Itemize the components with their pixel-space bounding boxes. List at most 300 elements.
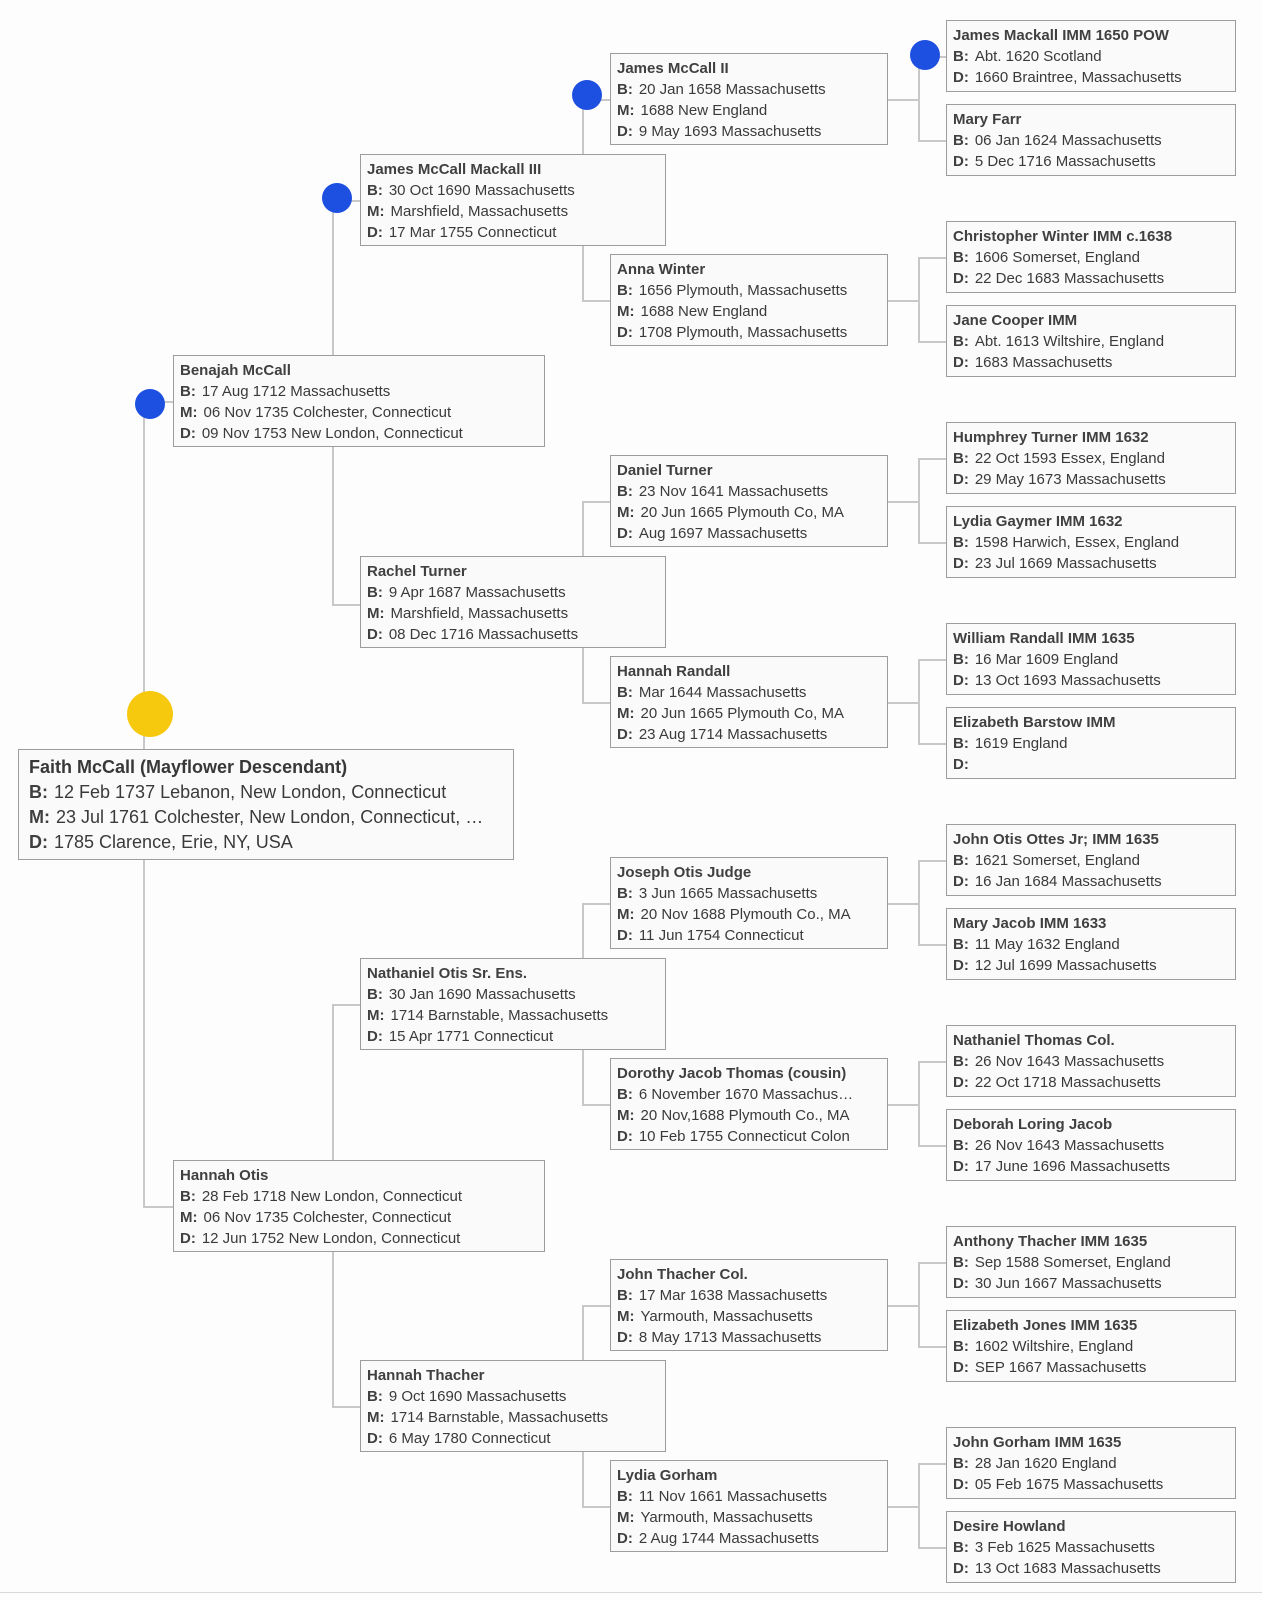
person-card-anna[interactable] [610,254,888,346]
person-card-benajah[interactable] [173,355,545,447]
connector-james3-mother [582,300,610,302]
detail-value: 1602 Wiltshire, England [974,1338,1134,1355]
person-name: Dorothy Jacob Thomas (cousin) [617,1065,847,1082]
detail-label: M: [617,504,635,521]
detail-label: D: [953,1359,969,1376]
detail-value: 9 Oct 1690 Massachusetts [388,1388,567,1405]
detail-label: D: [953,957,969,974]
direct-line-marker-james2 [572,80,602,110]
detail-value: 06 Nov 1735 Colchester, Connecticut [203,404,452,421]
person-card-dorothy[interactable] [610,1058,888,1150]
connector-gen4-father [918,1463,946,1465]
person-detail-row [953,955,1229,976]
detail-label: B: [617,282,633,299]
detail-value: 23 Aug 1714 Massachusetts [638,726,828,743]
detail-label: D: [617,324,633,341]
detail-label: D: [953,672,969,689]
connector-gen4-stem [888,903,920,905]
person-detail-row [953,871,1229,892]
detail-label: D: [953,270,969,287]
connector-gen4-mother [918,1346,946,1348]
detail-label: D: [953,1158,969,1175]
person-name: Humphrey Turner IMM 1632 [953,429,1149,446]
person-card-lydia-gaymer[interactable] [946,506,1236,578]
connector-gen4-trunk [918,659,920,745]
detail-value: 1598 Harwich, Essex, England [974,534,1180,551]
connector-gen4-stem [888,501,920,503]
person-card-hannah-randall[interactable] [610,656,888,748]
connector-to-rachel [332,604,360,606]
person-detail-row [953,151,1229,172]
person-detail-row [617,883,881,904]
detail-label: D: [953,153,969,170]
detail-label: D: [953,354,969,371]
person-detail-row [617,121,881,142]
person-name: Deborah Loring Jacob [953,1116,1113,1133]
person-detail-row [953,1051,1229,1072]
direct-line-marker-benajah [135,389,165,419]
detail-value: Abt. 1613 Wiltshire, England [974,333,1165,350]
person-card-james3[interactable] [360,154,666,246]
detail-label: B: [180,1188,196,1205]
detail-value: 29 May 1673 Massachusetts [974,471,1166,488]
connector-rachel-mother [582,702,610,704]
person-name: Joseph Otis Judge [617,864,752,881]
detail-label: D: [367,224,383,241]
detail-label: B: [953,48,969,65]
person-name: Rachel Turner [367,563,467,580]
detail-value: 09 Nov 1753 New London, Connecticut [201,425,463,442]
detail-value: 5 Dec 1716 Massachusetts [974,153,1156,170]
detail-label: M: [180,404,198,421]
person-name: Desire Howland [953,1518,1066,1535]
person-name: Lydia Gorham [617,1467,718,1484]
person-detail-row [617,100,881,121]
person-name: Christopher Winter IMM c.1638 [953,228,1173,245]
person-detail-row [953,1273,1229,1294]
person-detail-row [367,624,659,645]
person-detail-row [367,582,659,603]
detail-value: Yarmouth, Massachusetts [640,1308,813,1325]
person-card-john-otis[interactable] [946,824,1236,896]
detail-value: 11 May 1632 England [974,936,1120,953]
detail-label: D: [953,1275,969,1292]
connector-gen4-mother [918,944,946,946]
connector-gen4-mother [918,1547,946,1549]
detail-value: 1656 Plymouth, Massachusetts [638,282,848,299]
detail-label: D: [617,525,633,542]
detail-label: M: [367,605,385,622]
detail-label: D: [617,1128,633,1145]
person-detail-row [953,1252,1229,1273]
person-detail-row [29,780,503,805]
connector-gen4-trunk [918,458,920,544]
connector-hannah-thacher-father [582,1305,610,1307]
person-detail-row [29,805,503,830]
detail-label: M: [367,203,385,220]
detail-label: B: [953,333,969,350]
person-detail-row [953,850,1229,871]
detail-value: 05 Feb 1675 Massachusetts [974,1476,1164,1493]
detail-value: 9 Apr 1687 Massachusetts [388,584,566,601]
connector-gen4-trunk [918,257,920,343]
detail-value: 20 Nov,1688 Plymouth Co., MA [640,1107,850,1124]
detail-label: D: [953,1560,969,1577]
detail-value: 12 Feb 1737 Lebanon, New London, Connecticut [54,782,447,802]
person-name: Mary Farr [953,111,1022,128]
detail-value: Marshfield, Massachusetts [390,203,569,220]
person-detail-row [953,469,1229,490]
detail-label: B: [29,782,48,802]
detail-value: 22 Oct 1593 Essex, England [974,450,1165,467]
person-detail-row [953,1357,1229,1378]
person-card-jane[interactable] [946,305,1236,377]
detail-value: 1606 Somerset, England [974,249,1140,266]
person-card-james2[interactable] [610,53,888,145]
detail-label: M: [180,1209,198,1226]
detail-value: 8 May 1713 Massachusetts [638,1329,822,1346]
detail-label: B: [953,1539,969,1556]
detail-value: Sep 1588 Somerset, England [974,1254,1171,1271]
detail-label: B: [953,1455,969,1472]
detail-value: 22 Oct 1718 Massachusetts [974,1074,1161,1091]
detail-label: D: [953,69,969,86]
person-detail-row [953,649,1229,670]
person-detail-row [953,1336,1229,1357]
detail-value: 28 Feb 1718 New London, Connecticut [201,1188,463,1205]
person-detail-row [953,1072,1229,1093]
detail-label: D: [617,1530,633,1547]
detail-label: B: [953,1338,969,1355]
person-detail-row [617,904,881,925]
detail-value: 16 Mar 1609 England [974,651,1119,668]
person-name: Anthony Thacher IMM 1635 [953,1233,1148,1250]
detail-label: B: [617,1287,633,1304]
detail-value: 1708 Plymouth, Massachusetts [638,324,848,341]
person-card-deborah[interactable] [946,1109,1236,1181]
connector-gen4-father [918,1061,946,1063]
connector-gen4-mother [918,341,946,343]
detail-label: B: [953,936,969,953]
person-name: Hannah Randall [617,663,731,680]
detail-value: 26 Nov 1643 Massachusetts [974,1053,1165,1070]
connector-gen4-father [918,659,946,661]
person-card-anthony[interactable] [946,1226,1236,1298]
person-card-desire[interactable] [946,1511,1236,1583]
detail-label: M: [617,303,635,320]
person-card-hannah-otis[interactable] [173,1160,545,1252]
detail-label: B: [617,885,633,902]
detail-value: 1660 Braintree, Massachusetts [974,69,1182,86]
detail-value: 28 Jan 1620 England [974,1455,1117,1472]
detail-label: B: [953,450,969,467]
detail-value: 3 Feb 1625 Massachusetts [974,1539,1155,1556]
person-detail-row [180,1186,538,1207]
person-detail-row [953,46,1229,67]
detail-value: 6 November 1670 Massachus… [638,1086,854,1103]
person-detail-row [953,733,1229,754]
connector-gen4-mother [918,743,946,745]
person-detail-row [953,934,1229,955]
detail-value: 11 Jun 1754 Connecticut [638,927,804,944]
person-detail-row [617,1306,881,1327]
person-detail-row [953,1135,1229,1156]
connector-nathaniel-otis-father [582,903,610,905]
person-detail-row [953,1156,1229,1177]
person-detail-row [953,754,1229,775]
detail-value: 17 June 1696 Massachusetts [974,1158,1170,1175]
person-card-mary-farr[interactable] [946,104,1236,176]
detail-label: D: [617,123,633,140]
person-detail-row [367,1428,659,1449]
person-card-joseph[interactable] [610,857,888,949]
detail-value: 1714 Barnstable, Massachusetts [390,1409,609,1426]
person-detail-row [617,280,881,301]
detail-value: 1688 New England [640,102,768,119]
person-detail-row [953,67,1229,88]
detail-value: 1619 England [974,735,1068,752]
detail-label: D: [367,1028,383,1045]
connector-gen4-mother [918,140,946,142]
connector-gen4-trunk [918,860,920,946]
page-bottom-rule [0,1592,1262,1593]
detail-label: D: [29,832,48,852]
person-detail-row [953,448,1229,469]
detail-label: D: [367,626,383,643]
detail-value: 17 Mar 1638 Massachusetts [638,1287,828,1304]
person-name: James McCall Mackall III [367,161,542,178]
person-card-faith[interactable] [18,749,514,860]
person-detail-row [953,553,1229,574]
person-card-william[interactable] [946,623,1236,695]
detail-value: 17 Aug 1712 Massachusetts [201,383,391,400]
person-name: Benajah McCall [180,362,291,379]
detail-label: B: [617,81,633,98]
detail-label: D: [953,873,969,890]
person-detail-row [953,130,1229,151]
person-name: John Otis Ottes Jr; IMM 1635 [953,831,1159,848]
person-name: Faith McCall (Mayflower Descendant) [29,757,348,777]
person-card-john-thacher[interactable] [610,1259,888,1351]
person-name: Jane Cooper IMM [953,312,1078,329]
detail-value: 1683 Massachusetts [974,354,1113,371]
person-detail-row [367,1005,659,1026]
person-detail-row [617,925,881,946]
detail-value: 30 Oct 1690 Massachusetts [388,182,575,199]
detail-value: 30 Jun 1667 Massachusetts [974,1275,1162,1292]
detail-label: B: [953,534,969,551]
person-card-nathaniel-thomas[interactable] [946,1025,1236,1097]
detail-label: B: [617,1086,633,1103]
detail-value: 10 Feb 1755 Connecticut Colon [638,1128,850,1145]
detail-value: 15 Apr 1771 Connecticut [388,1028,554,1045]
detail-value: 16 Jan 1684 Massachusetts [974,873,1162,890]
person-card-nathaniel-otis[interactable] [360,958,666,1050]
detail-label: M: [617,1509,635,1526]
connector-gen4-mother [918,1145,946,1147]
person-card-humphrey[interactable] [946,422,1236,494]
detail-value: 6 May 1780 Connecticut [388,1430,551,1447]
connector-gen4-trunk [918,1262,920,1348]
person-name: Daniel Turner [617,462,713,479]
person-name: James Mackall IMM 1650 POW [953,27,1169,44]
person-detail-row [617,724,881,745]
person-card-james1[interactable] [946,20,1236,92]
person-card-john-gorham[interactable] [946,1427,1236,1499]
person-card-hannah-thacher[interactable] [360,1360,666,1452]
person-detail-row [617,523,881,544]
person-name: William Randall IMM 1635 [953,630,1135,647]
connector-gen4-stem [888,99,920,101]
person-detail-row [617,1528,881,1549]
person-card-elizabeth-barstow[interactable] [946,707,1236,779]
person-detail-row [180,381,538,402]
detail-value: 23 Jul 1761 Colchester, New London, Connecticut, … [56,807,484,827]
detail-label: B: [617,483,633,500]
person-detail-row [367,1407,659,1428]
detail-label: D: [180,425,196,442]
person-detail-row [367,222,659,243]
person-card-daniel[interactable] [610,455,888,547]
person-detail-row [617,703,881,724]
detail-value: 3 Jun 1665 Massachusetts [638,885,818,902]
detail-value: 22 Dec 1683 Massachusetts [974,270,1165,287]
person-detail-row [617,502,881,523]
detail-label: D: [953,1074,969,1091]
person-card-christopher[interactable] [946,221,1236,293]
detail-label: M: [617,1107,635,1124]
detail-label: B: [617,1488,633,1505]
person-detail-row [367,1026,659,1047]
person-detail-row [953,1474,1229,1495]
detail-label: B: [367,1388,383,1405]
connector-to-hannah-thacher [332,1406,360,1408]
detail-value: Marshfield, Massachusetts [390,605,569,622]
detail-label: M: [617,705,635,722]
person-detail-row [953,670,1229,691]
detail-value: 1714 Barnstable, Massachusetts [390,1007,609,1024]
detail-label: B: [953,651,969,668]
person-detail-row [617,322,881,343]
person-detail-row [180,423,538,444]
detail-value: Mar 1644 Massachusetts [638,684,807,701]
connector-gen4-trunk [918,1463,920,1549]
direct-line-marker-james1 [910,40,940,70]
person-name: Elizabeth Barstow IMM [953,714,1116,731]
connector-gen4-stem [888,1305,920,1307]
detail-label: D: [953,1476,969,1493]
detail-label: B: [953,735,969,752]
person-detail-row [953,247,1229,268]
detail-label: B: [953,1137,969,1154]
person-detail-row [617,1105,881,1126]
detail-label: M: [617,906,635,923]
detail-label: B: [953,1053,969,1070]
person-card-elizabeth-jones[interactable] [946,1310,1236,1382]
person-detail-row [29,830,503,855]
connector-gen4-trunk [918,1061,920,1147]
detail-label: D: [617,927,633,944]
connector-gen4-father [918,257,946,259]
person-detail-row [180,402,538,423]
person-detail-row [953,352,1229,373]
connector-gen4-stem [888,1104,920,1106]
detail-value: 9 May 1693 Massachusetts [638,123,822,140]
person-detail-row [180,1228,538,1249]
detail-label: D: [953,756,969,773]
detail-value: 13 Oct 1683 Massachusetts [974,1560,1161,1577]
detail-label: B: [953,1254,969,1271]
detail-label: M: [29,807,50,827]
person-detail-row [953,268,1229,289]
detail-label: B: [617,684,633,701]
detail-value: Aug 1697 Massachusetts [638,525,808,542]
detail-label: B: [180,383,196,400]
person-name: Anna Winter [617,261,706,278]
detail-value: 1688 New England [640,303,768,320]
person-detail-row [367,603,659,624]
detail-label: B: [953,249,969,266]
person-detail-row [617,1126,881,1147]
detail-value: 12 Jun 1752 New London, Connecticut [201,1230,461,1247]
person-name: Nathaniel Otis Sr. Ens. [367,965,528,982]
detail-label: D: [617,1329,633,1346]
connector-gen4-father [918,860,946,862]
person-detail-row [953,1537,1229,1558]
detail-label: M: [367,1409,385,1426]
connector-to-nathaniel-otis [332,1004,360,1006]
detail-value: 20 Jun 1665 Plymouth Co, MA [640,705,844,722]
detail-value: 2 Aug 1744 Massachusetts [638,1530,819,1547]
connector-gen4-father [918,458,946,460]
person-detail-row [617,301,881,322]
person-name: John Thacher Col. [617,1266,748,1283]
person-card-mary-jacob[interactable] [946,908,1236,980]
person-name: James McCall II [617,60,729,77]
detail-label: M: [617,102,635,119]
connector-hannah-thacher-mother [582,1506,610,1508]
detail-label: M: [367,1007,385,1024]
detail-value: Yarmouth, Massachusetts [640,1509,813,1526]
detail-value: 20 Nov 1688 Plymouth Co., MA [640,906,851,923]
detail-label: B: [367,182,383,199]
detail-value: 23 Jul 1669 Massachusetts [974,555,1157,572]
person-detail-row [617,79,881,100]
connector-gen4-father [918,1262,946,1264]
detail-value: 12 Jul 1699 Massachusetts [974,957,1157,974]
detail-value: 26 Nov 1643 Massachusetts [974,1137,1165,1154]
person-detail-row [953,1453,1229,1474]
person-card-rachel[interactable] [360,556,666,648]
detail-label: M: [617,1308,635,1325]
person-name: Hannah Thacher [367,1367,485,1384]
connector-gen4-stem [888,300,920,302]
person-detail-row [367,1386,659,1407]
detail-label: B: [367,986,383,1003]
person-name: Nathaniel Thomas Col. [953,1032,1115,1049]
person-detail-row [367,201,659,222]
connector-gen4-stem [888,702,920,704]
person-detail-row [953,532,1229,553]
detail-label: B: [367,584,383,601]
connector-to-hannah-otis [143,1206,173,1208]
person-card-lydia-gorham[interactable] [610,1460,888,1552]
person-detail-row [617,1327,881,1348]
connector-gen4-mother [918,542,946,544]
person-detail-row [367,180,659,201]
detail-label: D: [617,726,633,743]
connector-gen4-stem [888,1506,920,1508]
